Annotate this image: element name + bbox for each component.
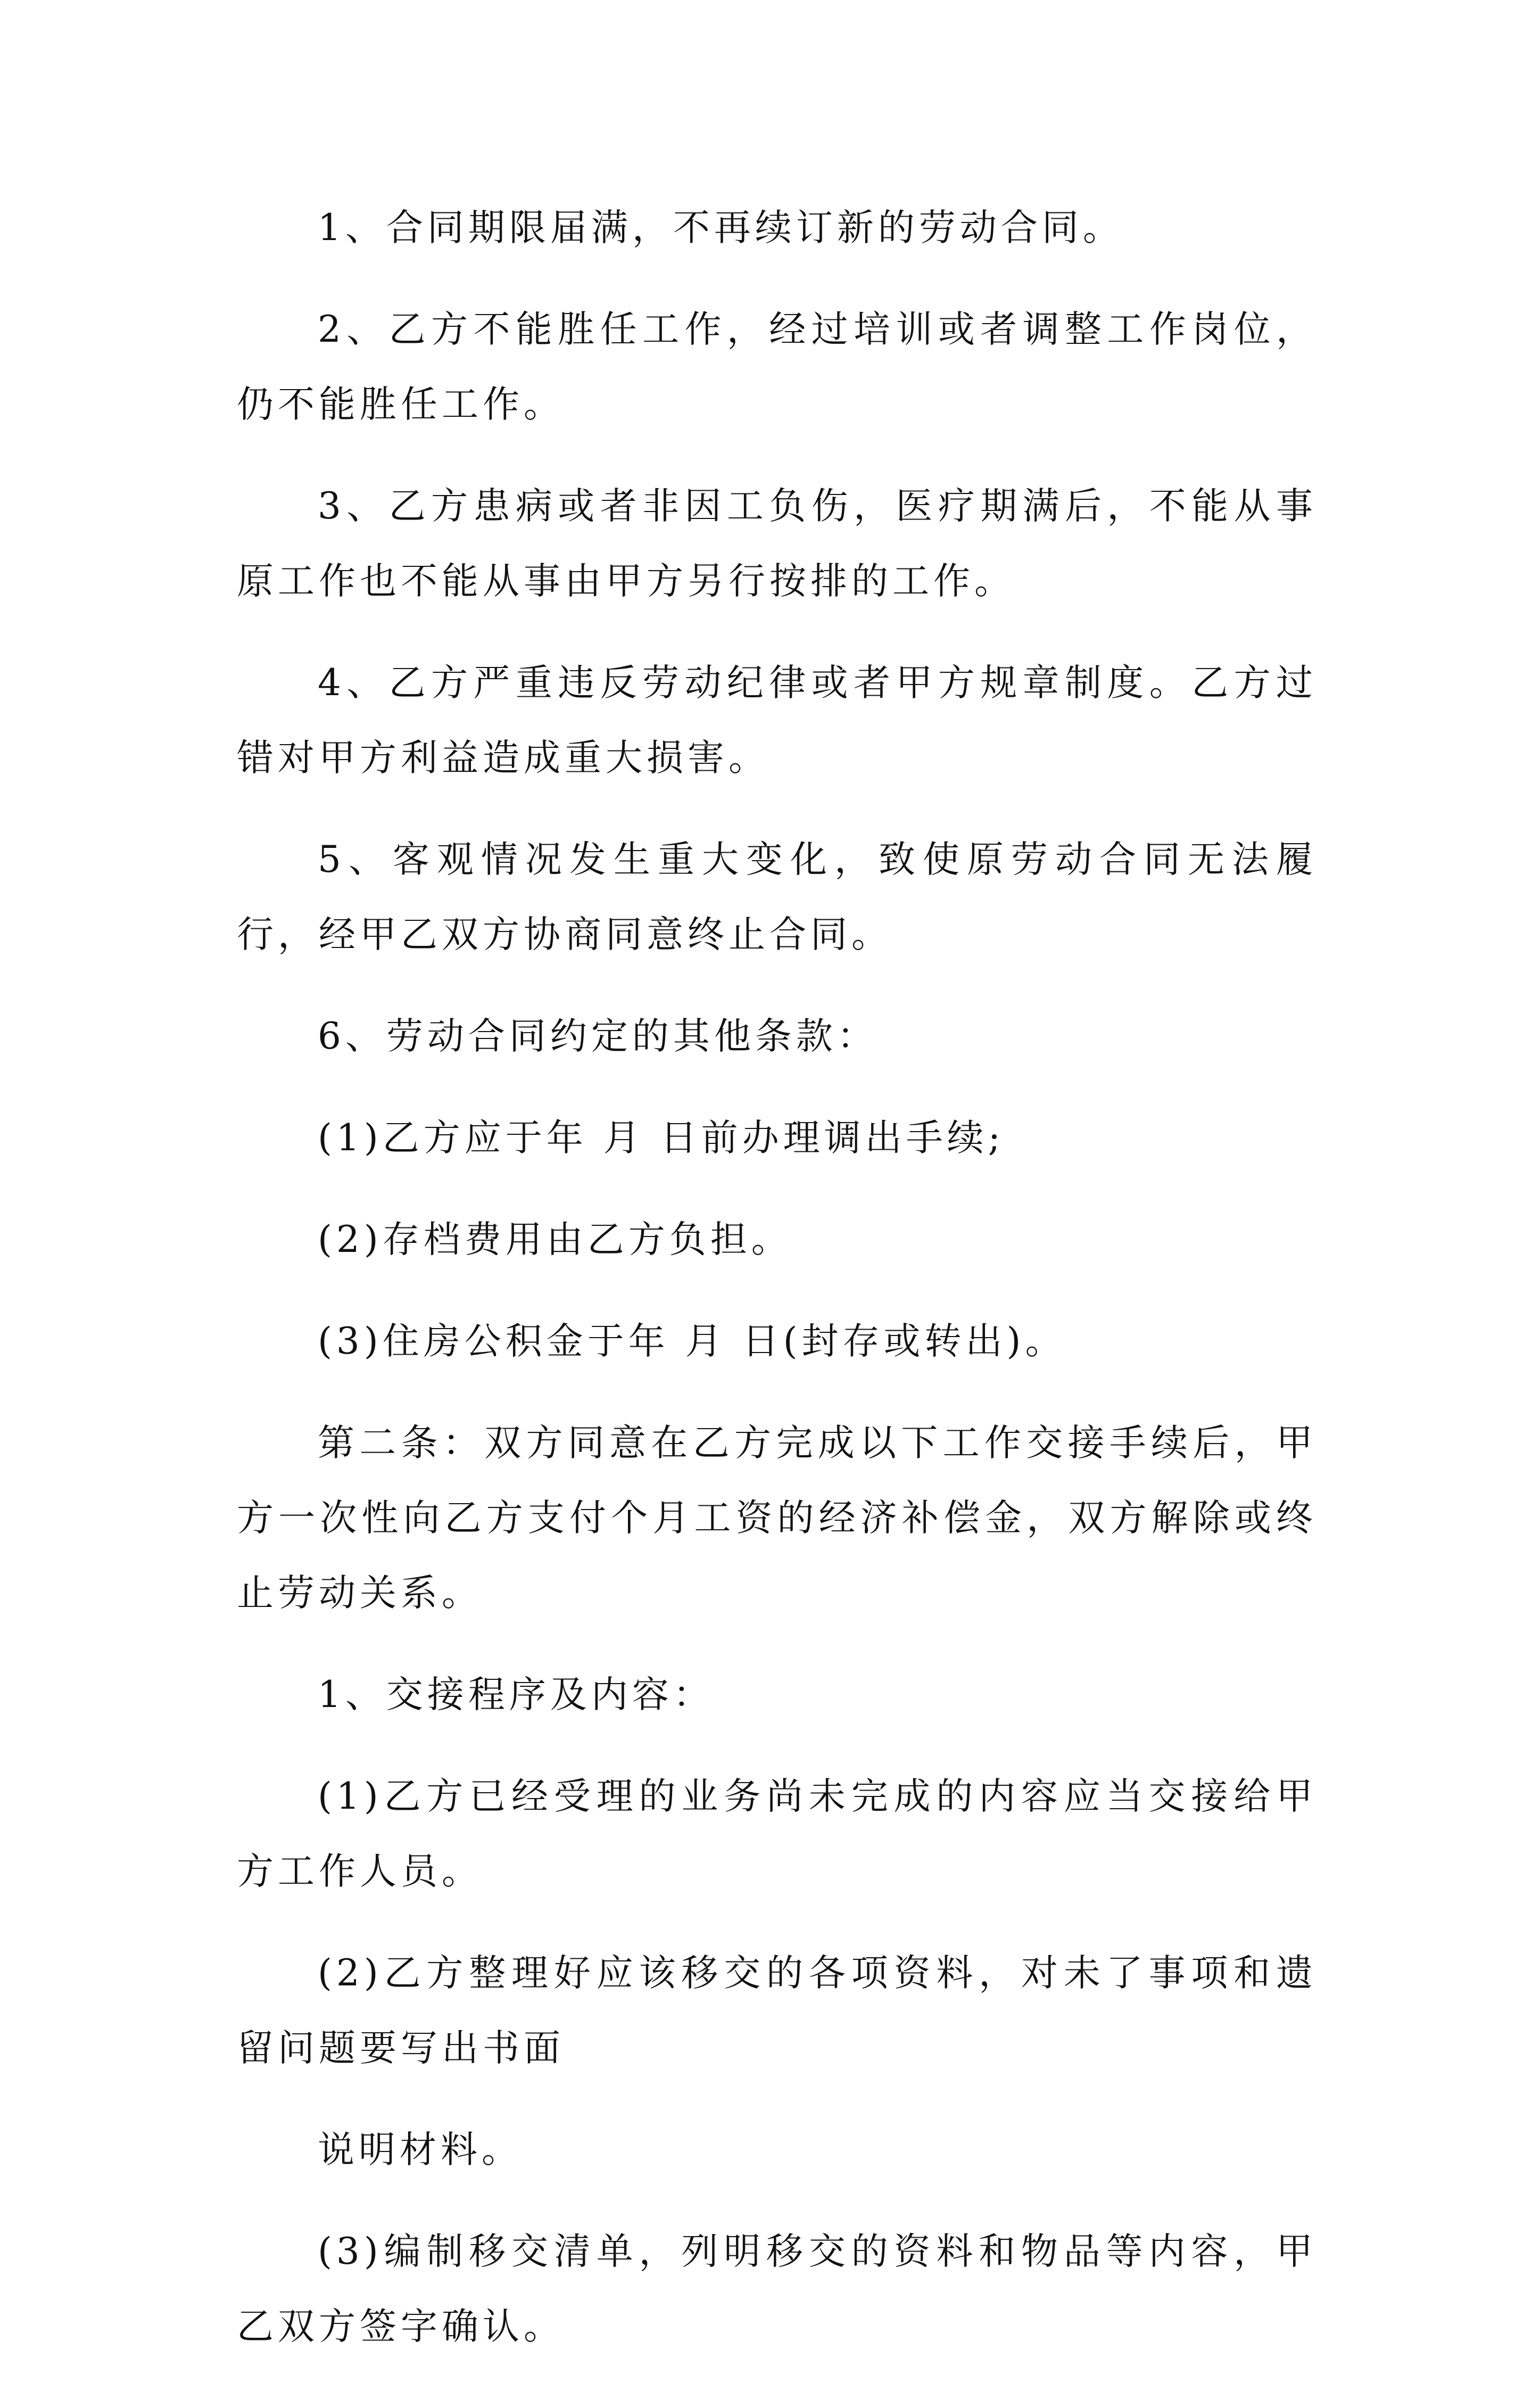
clause-paragraph: 6、劳动合同约定的其他条款： xyxy=(318,1015,878,1058)
sub-clause-paragraph: (1)乙方应于年 月 日前办理调出手续; xyxy=(318,1117,1005,1159)
clause-paragraph: 3、乙方患病或者非因工负伤，医疗期满后，不能从事原工作也不能从事由甲方另行按排的工作。 xyxy=(237,485,1317,603)
clause-paragraph: 2、乙方不能胜任工作，经过培训或者调整工作岗位，仍不能胜任工作。 xyxy=(237,308,1317,426)
continuation-paragraph: 说明材料。 xyxy=(318,2129,523,2171)
document-body xyxy=(237,191,1317,2391)
sub-clause-paragraph: (2)乙方整理好应该移交的各项资料，对未了事项和遗留问题要写出书面 xyxy=(237,1952,1317,2070)
clause-paragraph: 5、客观情况发生重大变化，致使原劳动合同无法履行，经甲乙双方协商同意终止合同。 xyxy=(237,838,1317,956)
article-paragraph: 第二条：双方同意在乙方完成以下工作交接手续后，甲方一次性向乙方支付个月工资的经济补偿金，双方解除或终止劳动关系。 xyxy=(237,1422,1317,1614)
clause-paragraph: 4、乙方严重违反劳动纪律或者甲方规章制度。乙方过错对甲方利益造成重大损害。 xyxy=(237,662,1317,779)
clause-paragraph: 1、合同期限届满，不再续订新的劳动合同。 xyxy=(318,207,1124,249)
sub-clause-paragraph: (1)乙方已经受理的业务尚未完成的内容应当交接给甲方工作人员。 xyxy=(237,1775,1317,1893)
sub-clause-paragraph: (2)存档费用由乙方负担。 xyxy=(318,1218,792,1261)
clause-paragraph: 1、交接程序及内容： xyxy=(318,1673,714,1716)
sub-clause-paragraph: (3)编制移交清单，列明移交的资料和物品等内容，甲乙双方签字确认。 xyxy=(237,2230,1317,2348)
sub-clause-paragraph: (3)住房公积金于年 月 日(封存或转出)。 xyxy=(318,1320,1066,1363)
